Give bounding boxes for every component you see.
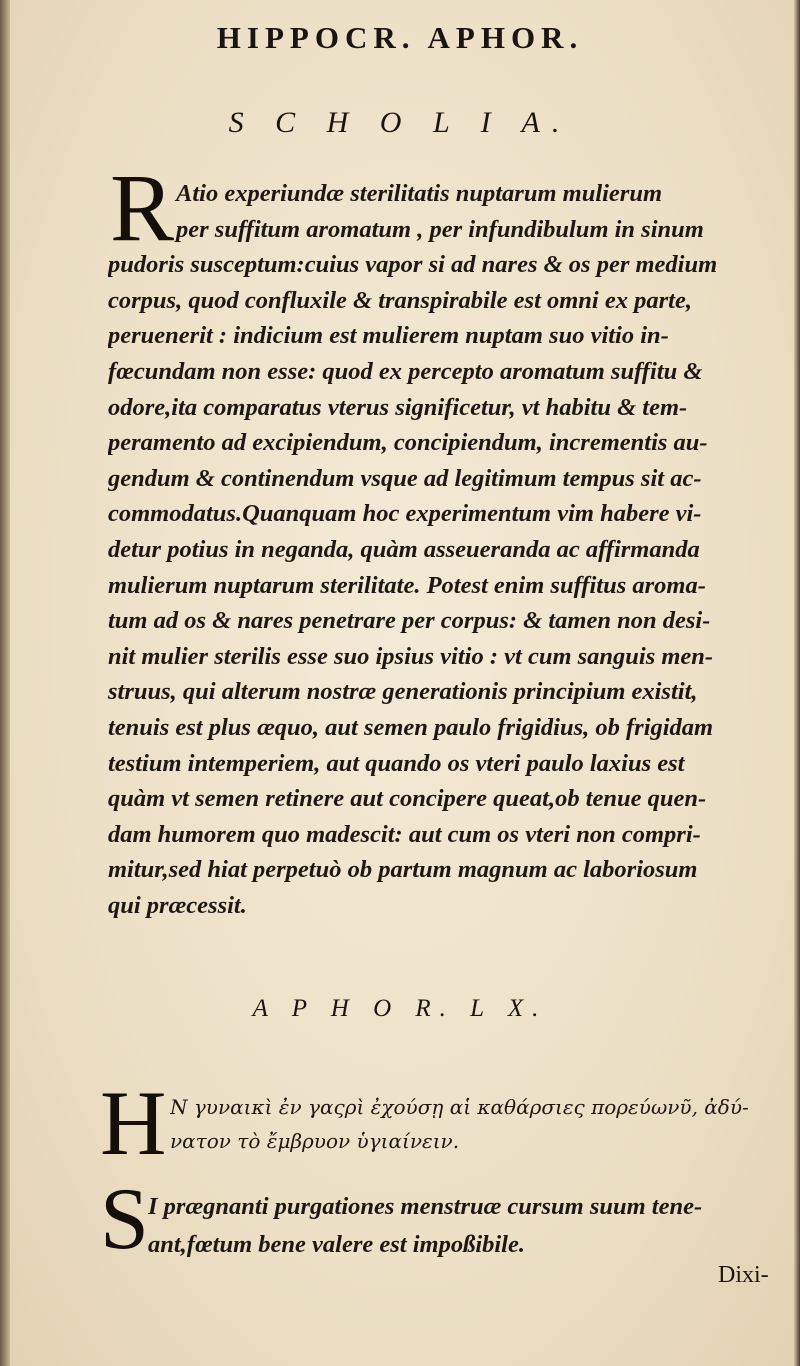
drop-cap-r: R bbox=[110, 154, 175, 261]
text-line: odore,ita comparatus vterus significetur, vt habitu & tem- bbox=[108, 393, 688, 421]
text-line: detur potius in neganda, quàm asseueranda ac affirmanda bbox=[108, 535, 700, 563]
drop-cap-h: H bbox=[100, 1072, 167, 1174]
running-head: HIPPOCR. APHOR. bbox=[216, 20, 584, 55]
text-line: pudoris susceptum:cuius vapor si ad nares & os per medium bbox=[108, 251, 718, 279]
text-line: ant,fœtum bene valere est impoßibile. bbox=[148, 1231, 525, 1258]
text-line: struus, qui alterum nostræ generationis principium existit, bbox=[108, 678, 698, 706]
latin-translation bbox=[148, 1188, 768, 1264]
greek-text bbox=[170, 1090, 770, 1158]
aphorism-heading: A P H O R. L X. bbox=[252, 995, 548, 1022]
text-line: testium intemperiem, aut quando os vteri paulo laxius est bbox=[108, 749, 685, 777]
text-line: gendum & continendum vsque ad legitimum tempus sit ac- bbox=[108, 464, 702, 492]
text-line: mitur,sed hiat perpetuò ob partum magnum ac laboriosum bbox=[108, 856, 698, 884]
text-line: peramento ad excipiendum, concipiendum, incrementis au- bbox=[108, 429, 708, 457]
page-gutter-shadow bbox=[0, 0, 10, 1366]
text-line: tenuis est plus æquo, aut semen paulo frigidius, ob frigidam bbox=[108, 713, 714, 741]
scholia-heading: S C H O L I A. bbox=[228, 106, 572, 139]
text-line: mulierum nuptarum sterilitate. Potest enim suffitus aroma- bbox=[108, 571, 706, 599]
text-line: peruenerit : indicium est mulierem nuptam suo vitio in- bbox=[108, 322, 669, 350]
text-line: νατον τὸ ἔμβρυον ὑγιαίνειν. bbox=[170, 1129, 460, 1153]
text-line: I prægnanti purgationes menstruæ cursum suum tene- bbox=[148, 1193, 703, 1220]
text-line: nit mulier sterilis esse suo ipsius vitio : vt cum sanguis men- bbox=[108, 642, 714, 670]
text-line: per suffitum aromatum , per infundibulum in sinum bbox=[176, 215, 704, 243]
catchword: Dixi- bbox=[718, 1262, 769, 1288]
text-line: N γυναικὶ ἐν γαςρὶ ἐχούσῃ αἱ καθάρσιες πορεύωνῦ, ἀδύ- bbox=[170, 1095, 749, 1119]
text-line: Atio experiundæ sterilitatis nuptarum mulierum bbox=[176, 180, 663, 207]
text-line: commodatus.Quanquam hoc experimentum vim habere vi- bbox=[108, 500, 702, 528]
text-line: dam humorem quo madescit: aut cum os vteri non compri- bbox=[108, 820, 701, 848]
text-line: fœcundam non esse: quod ex percepto aromatum suffitu & bbox=[108, 357, 703, 385]
drop-cap-s: S bbox=[100, 1171, 149, 1268]
text-line: tum ad os & nares penetrare per corpus: & tamen non desi- bbox=[108, 607, 711, 635]
scholia-text bbox=[108, 176, 792, 923]
page-edge bbox=[794, 0, 800, 1366]
text-line: qui præcessit. bbox=[108, 891, 247, 919]
text-line: quàm vt semen retinere aut concipere queat,ob tenue quen- bbox=[108, 785, 707, 813]
text-line: corpus, quod confluxile & transpirabile est omni ex parte, bbox=[108, 286, 692, 314]
